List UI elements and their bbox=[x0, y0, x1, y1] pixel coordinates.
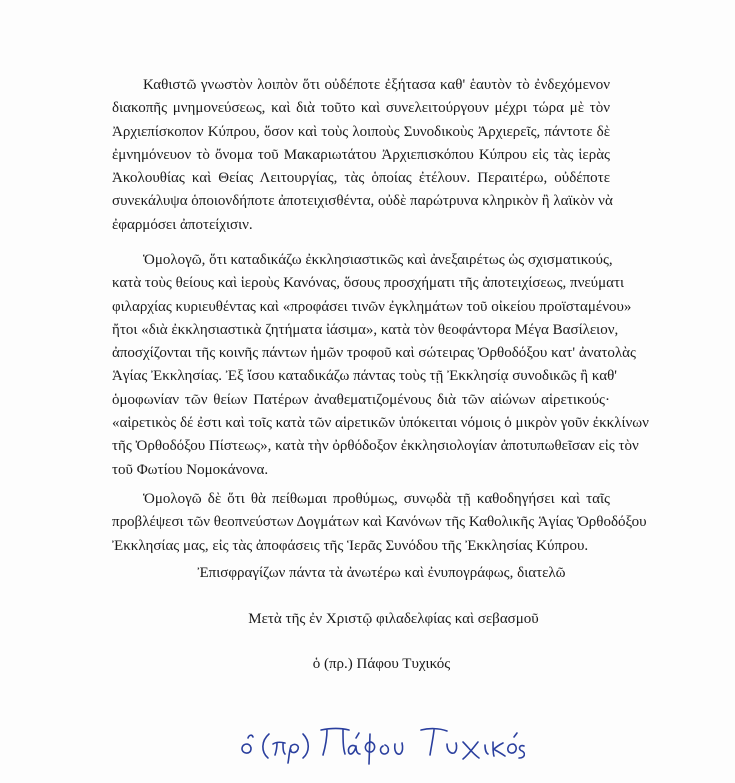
paragraph-2-line: φιλαρχίας κυριευθέντας καὶ «προφάσει τινῶν ἐγκλημάτων τοῦ οἰκείου προϊσταμένου» bbox=[112, 298, 632, 315]
closing-line-seal: Ἐπισφραγίζων πάντα τὰ ἀνωτέρω καὶ ἐνυπογράφως, διατελῶ bbox=[197, 565, 566, 581]
handwritten-signature bbox=[235, 708, 525, 768]
paragraph-2-line: ἤτοι «διὰ ἐκκλησιαστικὰ ζητήματα ἰάσιμα», κατὰ τὸν θεοφάντορα Μέγα Βασίλειον, bbox=[112, 321, 619, 338]
paragraph-1-line: διακοπῆς μνημονεύσεως, καὶ διὰ τοῦτο καὶ συνελειτούργουν μέχρι τώρα μὲ τὸν bbox=[112, 100, 610, 117]
signatory-name: ὁ (πρ.) Πάφου Τυχικός bbox=[312, 656, 451, 672]
paragraph-1 bbox=[112, 74, 613, 237]
paragraph-2-line: ἀποσχίζονται τῆς κοινῆς πάντων ἡμῶν τροφοῦ καὶ σώτειρας Ὀρθοδόξου κατ' ἀνατολὰς bbox=[112, 345, 636, 362]
paragraph-2-line: «αἱρετικὸς δέ ἐστι καὶ τοῖς κατὰ τῶν αἱρετικῶν ὑπόκειται νόμοις ὁ μικρὸν γοῦν ἐκκλίνων bbox=[112, 415, 649, 432]
paragraph-2-line: τοῦ Φωτίου Νομοκάνονα. bbox=[112, 461, 269, 478]
paragraph-2-line: Ἁγίας Ἐκκλησίας. Ἐξ ἴσου καταδικάζω πάντας τοὺς τῇ Ἐκκλησίᾳ συνοδικῶς ἢ καθ' bbox=[112, 368, 617, 385]
paragraph-3-line: Ἐκκλησίας μας, εἰς τὰς ἀποφάσεις τῆς Ἱερᾶς Συνόδου τῆς Ἐκκλησίας Κύπρου. bbox=[112, 537, 589, 554]
paragraph-1-line: Ἀρχιεπίσκοπον Κύπρου, ὅσον καὶ τοὺς λοιποὺς Συνοδικοὺς Ἀρχιερεῖς, πάντοτε δὲ bbox=[112, 123, 610, 140]
paragraph-2-line: Ὁμολογῶ, ὅτι καταδικάζω ἐκκλησιαστικῶς καὶ ἀνεξαιρέτως ὡς σχισματικούς, bbox=[143, 252, 613, 268]
signature-scribble-icon bbox=[235, 708, 525, 768]
paragraph-2-line: τῆς Ὀρθοδόξου Πίστεως», κατὰ τὴν ὀρθόδοξον ἐκκλησιολογίαν ἀποτυπωθεῖσαν εἰς τὸν bbox=[112, 438, 639, 455]
paragraph-1-line: ἐφαρμόσει ἀποτείχισιν. bbox=[112, 216, 253, 233]
paragraph-3-line: Ὁμολογῶ δὲ ὅτι θὰ πείθωμαι προθύμως, συνῳδὰ τῇ καθοδηγήσει καὶ ταῖς bbox=[143, 491, 610, 507]
paragraph-2 bbox=[112, 249, 649, 482]
paragraph-2-line: ὁμοφωνίαν τῶν θείων Πατέρων ἀναθεματιζομένους διὰ τῶν αἰώνων αἱρετικούς· bbox=[112, 391, 610, 408]
paragraph-2-line: κατὰ τοὺς θείους καὶ ἱεροὺς Κανόνας, ὅσους προσχήματι τῆς ἀποτειχίσεως, πνεύματι bbox=[112, 275, 625, 292]
paragraph-1-line: Ἀκολουθίας καὶ Θείας Λειτουργίας, τὰς ὁποίας ἐτέλουν. Περαιτέρω, οὐδέποτε bbox=[112, 170, 610, 187]
paragraph-1-line: συνεκάλυψα ὁποιονδήποτε ἀποτειχισθέντα, οὐδὲ παρώτρυνα κληρικὸν ἢ λαϊκὸν νὰ bbox=[112, 193, 613, 210]
paragraph-3 bbox=[112, 488, 647, 558]
paragraph-1-line: ἐμνημόνευον τὸ ὄνομα τοῦ Μακαριωτάτου Ἀρχιεπισκόπου Κύπρου εἰς τὰς ἱερὰς bbox=[112, 146, 610, 163]
paragraph-3-line: προβλέψεσι τῶν θεοπνεύστων Δογμάτων καὶ Κανόνων τῆς Καθολικῆς Ἁγίας Ὀρθοδόξου bbox=[112, 514, 647, 531]
paragraph-1-line: Καθιστῶ γνωστὸν λοιπὸν ὅτι οὐδέποτε ἐξήτασα καθ' ἑαυτὸν τὸ ἐνδεχόμενον bbox=[143, 77, 610, 93]
closing-line-regards: Μετὰ τῆς ἐν Χριστῷ φιλαδελφίας καὶ σεβασμοῦ bbox=[248, 611, 539, 627]
